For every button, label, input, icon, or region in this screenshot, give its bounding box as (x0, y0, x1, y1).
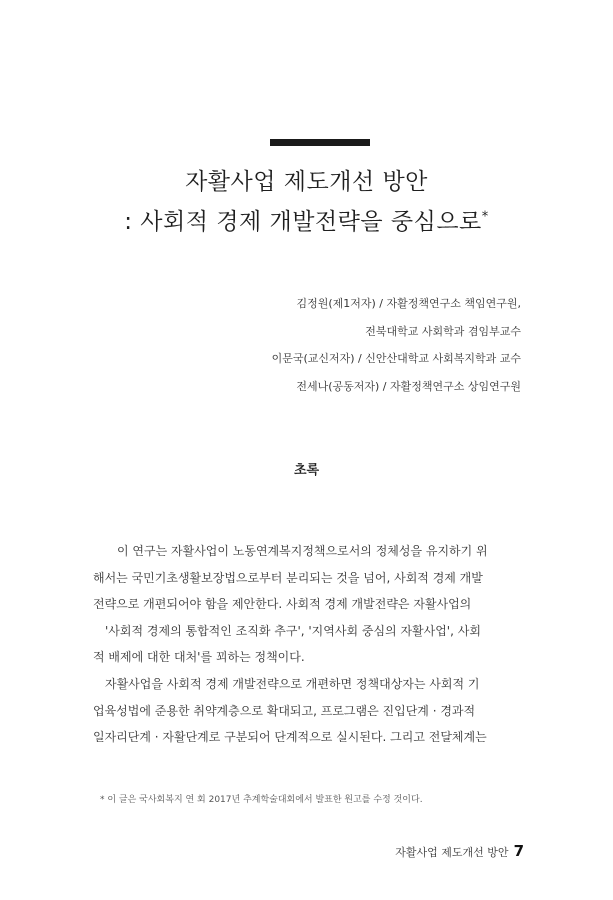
title-footnote-mark: * (481, 209, 489, 225)
title-decoration-bar (270, 139, 370, 146)
author-line: 이문국(교신저자) / 신안산대학교 사회복지학과 교수 (271, 352, 521, 365)
title-line-1: 자활사업 제도개선 방안 (185, 169, 428, 195)
abstract-line: 이 연구는 자활사업이 노동연계복지정책으로서의 정체성을 유지하기 위 (117, 544, 488, 558)
abstract-heading: 초록 (293, 463, 320, 478)
title-line-2-text: : 사회적 경제 개발전략을 중심으로 (124, 209, 482, 235)
abstract-line: 전략으로 개편되어야 함을 제안한다. 사회적 경제 개발전략은 자활사업의 (93, 597, 472, 612)
abstract-line: 적 배제에 대한 대처'를 꾀하는 정책이다. (93, 650, 305, 665)
running-title: 자활사업 제도개선 방안 (395, 846, 509, 859)
abstract-body (93, 538, 523, 751)
author-line: 전세나(공동저자) / 자활정책연구소 상임연구원 (296, 379, 521, 393)
abstract-line: 일자리단계 · 자활단계로 구분되어 단계적으로 실시된다. 그리고 전달체계는 (93, 730, 487, 745)
author-line: 전북대학교 사회학과 겸임부교수 (365, 324, 521, 338)
abstract-line: '사회적 경제의 통합적인 조직화 추구', '지역사회 중심의 자활사업', 사회 (105, 623, 481, 638)
page-footer (395, 842, 524, 860)
author-block (272, 290, 521, 400)
footnote: * 이 글은 국사회복지 연 회 2017년 추계학술대회에서 발표한 원고를 수정 것이다. (100, 795, 423, 805)
abstract-line: 업육성법에 준용한 취약계층으로 확대되고, 프로그램은 진입단계 · 경과적 (93, 703, 476, 718)
title-line-2 (0, 203, 613, 236)
page-number: 7 (513, 842, 524, 860)
abstract-line: 자활사업을 사회적 경제 개발전략으로 개편하면 정책대상자는 사회적 기 (105, 676, 480, 691)
author-line: 김정원(제1저자) / 자활정책연구소 책임연구원, (296, 297, 521, 310)
abstract-line: 해서는 국민기초생활보장법으로부터 분리되는 것을 넘어, 사회적 경제 개발 (93, 570, 483, 585)
